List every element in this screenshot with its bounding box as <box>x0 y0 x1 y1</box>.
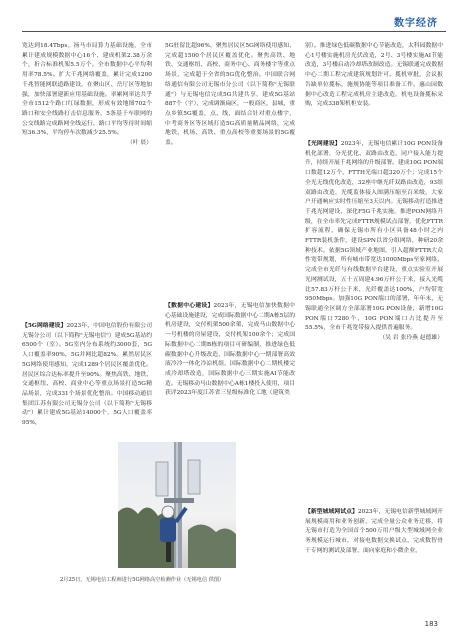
section-tag-metro-network: 【新型城域网试点】 <box>305 509 358 515</box>
column-2-top <box>165 42 295 300</box>
section-header-title: 数字经济 <box>394 18 438 29</box>
page-number: 183 <box>424 620 438 628</box>
column-2-bottom <box>165 302 295 434</box>
article-paragraph: 2023年，无锡电信新型城域网开展规模商用和业务创新，完成全量公众业务迁移，将无锡市打造为全国首个500万用户级大型城域网全业务规模运行城市，对接电数据交换试点，完成数智骨干专网的测试及部署，面向家庭和小微企业， <box>305 509 443 554</box>
section-tag-optical: 【光网建设】 <box>305 141 341 147</box>
article-paragraph: 5G驻留比超96%，聚焦居民区5G网络使用感知，完成超1500个居民区覆盖优化。聚焦高铁、地铁、交通枢纽、高校、商务中心、商务楼宇等重点场景，完成超于全省的5G优化整治。中国联合网络通信有限公司无锡市分公司（以下简称"无锡联通"）与无锡电信完成5G共建共享，建成5G基站887个（宇），完成调渐扁区，一般商区，县城，重点乡镇5G覆盖，点，线，面结合针对重点楼宇，中考商务区等区域打造5G高质量精品网络，完成地铁、机场、高铁、重点高校等重要场景的5G覆盖。 <box>165 43 295 147</box>
photo-caption: 2月25日，无锡电信工程师进行5G网络高空检测作业（无锡电信 供图） <box>60 577 225 583</box>
column-3-bottom <box>305 508 443 606</box>
article-paragraph: 2023年，无锡电信加快数据中心基础设施建设，完成国际数据中心二期A栋5层的机房建设，交付机架500余架，完成马山数据中心一号机楼的房屋建设，交付机架100余个；完成国际数据中心二期B栋的项目可研编制，推进绿色低碳数据中心升级改造，国际数据中心一期部署高效液冷冷一体化冷凉机组，国际数据中心二期机楼完成冷却塔改造，国际数据中心三期实施AI节能改造。无锡移动马山数据中心A栋1楼投入使用，项目获评2023年度江苏省三星级标准化工地（建筑类 <box>165 303 295 397</box>
column-1-bottom <box>22 322 152 434</box>
article-paragraph: 宽达到18.4Tbps。扬马市局算力基础设施，全市累计建成规模数据中心16个，建成机架2.38万余个，折合标准机架5.5万个。全市数据中心平均利用率78.5%。扩大千兆网络覆盖，累计完成1200千兆智能网联道路建设，在聚山区、岳厅区等地加强，加快部署建新应用基础设施。率累网率达共乎全市1512个路口红绿数据，形成有效地图702个路口和安全线路打击信息服务，5条基于车联网的公交线路完成路网全线运行，路口平均等待时间缩短36.3%，平均停车次数减少25.5%。 <box>22 43 152 137</box>
header-divider <box>22 31 446 32</box>
photo-illustration <box>118 442 236 568</box>
article-photo <box>118 442 236 568</box>
article-author: （吴 岩 张玲燕 赵德雄） <box>379 335 443 342</box>
section-tag-5g: 【5G网络建设】 <box>22 323 67 329</box>
article-author: （叶 晨） <box>126 140 152 147</box>
column-1-top <box>22 42 152 312</box>
article-paragraph: 2023年，中国电信股份有限公司无锡分公司（以下简称"无锡电信"）建成5G基站约6500个（室）。5G室内分布系统约3000套，5G人口覆盖率90%，5G并网比超82%。累然居民区5G网络使用感知，完成1289个居民区覆盖优化。居民区综合达标率提升至90%。聚焦高铁、地铁、交通枢纽、高校、商业中心等重点场景打造5G精品场景，完成331个场景优化整治。中国移动通信集团江苏有限公司无锡分公司（以下简称"无锡移动"）累计建成5G基站14000个，5G人口覆盖率95%， <box>22 323 152 427</box>
section-tag-datacenter: 【数据中心建设】 <box>165 303 214 309</box>
article-paragraph: 2023年，无锡电信累计10G PON设备机化部署，分光优化、双路由改造，同户接入能力提升，持续开展千兆网络的升级部署。建成10G PON端口数超12万个，FTTH光端口超320万个；完成15个全光无线优化改造，32座中继光纤双路由改造，93组双路由改造，光缆监体接入图满压缩至百米级，大家户开通响应实时性压缩至3天以内。无锡移动打造推进千兆光网建设，深化F5G千兆实施，推进PON网络升级，在全市率先完成FTTR规模试点部署，优化FTTR扩容流程，确保无锡市所有小区具备48小时之内FTTR装机条件，建设SPN以省分组网络，种研20余种技术。依据5G领域产业地图，引入超额FTTR大众性宽带规划，所有城市带宽达1000Mbps至家网络，完成全市光纤与有线数据平台建设，重点实验室开展光网测试设，五十五周建4.96万杆公千米，接入光缆比57.83万杆公千米，光纤覆盖达100%，户均带宽950Mbps。加强10G PON端口的部署，年年末，无锡联通全区调方全部部署10G PON设备，新增10G PON端口7280个，10G PON端口占比提升至55.5%，全市千兆宽带接入提供普遍服务。 <box>305 141 443 332</box>
column-3-mid <box>305 140 443 450</box>
article-paragraph: 别）。推进绿色低碳数据中心节能改造，太科园数据中心1号楼实施机房光伏改造，2号、3号楼实施AI节能改造，3号楼启动冷却塔改制改造。无锡联通完成数据中心二期工程完成建筑规划许可、揽机审批，会议报告缺单位揽标，施规协能等项目准备工作。惠山园数据中心改造工程完成机房主建改造，机电设备揽标采购，完成338架机柜安装。 <box>305 43 443 108</box>
column-3-top <box>305 42 443 138</box>
